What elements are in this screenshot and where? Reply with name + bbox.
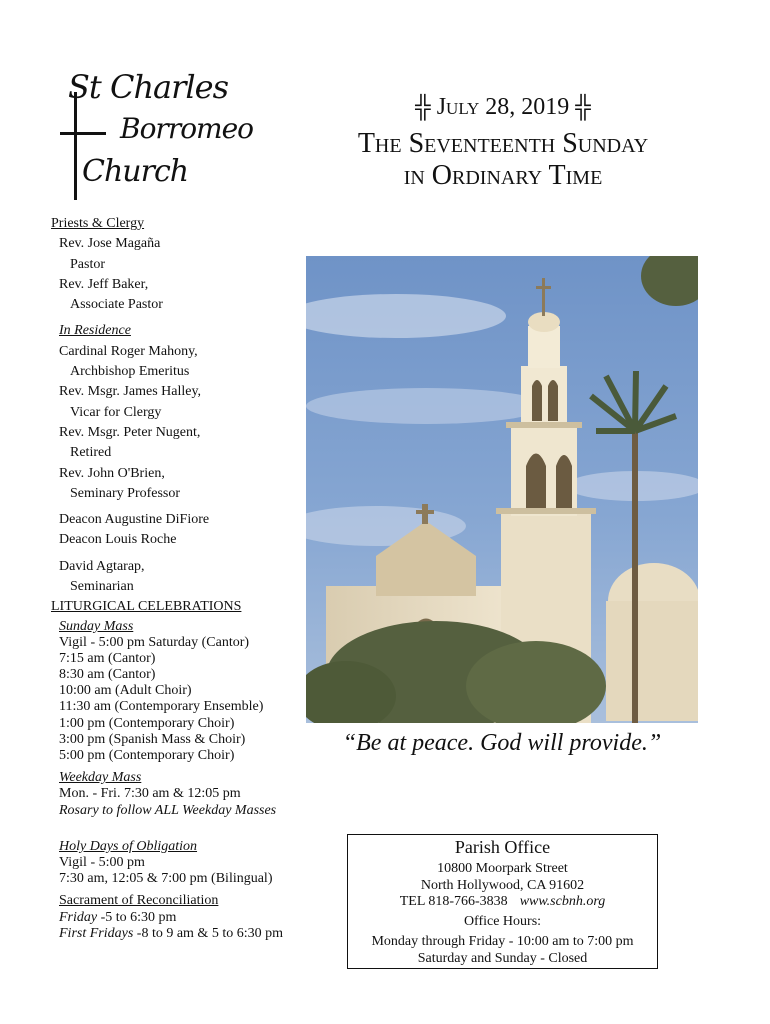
sunday-mass-heading: Sunday Mass xyxy=(59,618,134,634)
holy-days-time: 7:30 am, 12:05 & 7:00 pm (Bilingual) xyxy=(59,871,273,887)
deacon-name: Deacon Louis Roche xyxy=(59,532,177,548)
parish-office-box xyxy=(347,834,658,969)
reconciliation-friday xyxy=(51,910,331,926)
bulletin-date xyxy=(336,94,670,121)
logo-line-3: Church xyxy=(82,154,189,189)
sunday-mass-time: 10:00 am (Adult Choir) xyxy=(59,683,192,699)
reconciliation-first-fridays xyxy=(51,926,331,942)
liturgical-heading: LITURGICAL CELEBRATIONS xyxy=(51,599,242,615)
clergy-name: Rev. Msgr. Peter Nugent, xyxy=(59,424,201,440)
clergy-name: Cardinal Roger Mahony, xyxy=(59,343,198,359)
logo-cross-vertical xyxy=(74,92,77,200)
left-column xyxy=(51,214,331,942)
sunday-mass-time: 7:15 am (Cantor) xyxy=(59,650,156,666)
cross-icon: ╬ xyxy=(575,94,591,119)
sunday-mass-time: 11:30 am (Contemporary Ensemble) xyxy=(59,699,264,715)
title-line-2: in Ordinary Time xyxy=(403,160,603,191)
logo-line-1: St Charles xyxy=(68,68,229,106)
reconciliation-friday-label: Friday xyxy=(59,909,98,925)
reconciliation-ff-time: -8 to 9 am & 5 to 6:30 pm xyxy=(133,925,283,941)
church-photo xyxy=(306,256,698,723)
office-website-link[interactable]: www.scbnh.org xyxy=(519,894,606,910)
clergy-role: Vicar for Clergy xyxy=(70,404,162,420)
rosary-note: Rosary to follow ALL Weekday Masses xyxy=(59,802,277,818)
page-title xyxy=(320,128,686,192)
clergy-role: Archbishop Emeritus xyxy=(70,364,190,380)
weekday-mass-time: Mon. - Fri. 7:30 am & 12:05 pm xyxy=(59,786,241,802)
office-weekend-hours: Saturday and Sunday - Closed xyxy=(417,950,588,966)
sunday-mass-time: 5:00 pm (Contemporary Choir) xyxy=(59,748,235,764)
reconciliation-friday-time: -5 to 6:30 pm xyxy=(97,909,177,925)
sunday-mass-time: 3:00 pm (Spanish Mass & Choir) xyxy=(59,731,246,747)
office-street: 10800 Moorpark Street xyxy=(437,860,568,876)
office-weekday-hours: Monday through Friday - 10:00 am to 7:00 pm xyxy=(371,933,634,949)
logo-cross-horizontal xyxy=(60,132,106,135)
clergy-role: Seminary Professor xyxy=(70,485,181,501)
office-hours-heading: Office Hours: xyxy=(463,914,542,930)
sunday-mass-time: 8:30 am (Cantor) xyxy=(59,667,156,683)
reconciliation-heading: Sacrament of Reconciliation xyxy=(59,893,219,909)
title-line-1: The Seventeenth Sunday xyxy=(357,128,649,159)
clergy-name: Rev. Jeff Baker, xyxy=(59,276,149,292)
logo-line-2: Borromeo xyxy=(120,112,254,145)
office-heading: Parish Office xyxy=(454,837,551,857)
clergy-name: Rev. Jose Magaña xyxy=(59,236,161,252)
office-phone: TEL 818-766-3838 xyxy=(399,894,508,910)
clergy-name: Rev. Msgr. James Halley, xyxy=(59,384,202,400)
cross-icon: ╬ xyxy=(415,94,431,119)
seminarian-name: David Agtarap, xyxy=(59,558,145,574)
reconciliation-ff-label: First Fridays xyxy=(59,925,134,941)
date-text: July 28, 2019 xyxy=(436,94,570,120)
church-illustration xyxy=(306,256,698,723)
clergy-name: Rev. John O'Brien, xyxy=(59,465,165,481)
clergy-heading: Priests & Clergy xyxy=(51,216,145,231)
office-contact xyxy=(348,894,657,911)
seminarian-role: Seminarian xyxy=(70,579,134,595)
holy-days-heading: Holy Days of Obligation xyxy=(59,838,198,854)
clergy-role: Pastor xyxy=(70,256,105,272)
clergy-role: Associate Pastor xyxy=(70,297,163,313)
office-city: North Hollywood, CA 91602 xyxy=(420,877,585,893)
weekday-mass-heading: Weekday Mass xyxy=(59,770,142,786)
mass-schedule xyxy=(51,618,331,942)
deacon-name: Deacon Augustine DiFiore xyxy=(59,512,210,528)
church-logo xyxy=(60,62,254,202)
holy-days-time: Vigil - 5:00 pm xyxy=(59,855,145,871)
sunday-mass-time: Vigil - 5:00 pm Saturday (Cantor) xyxy=(59,634,250,650)
quote-text: “Be at peace. God will provide.” xyxy=(342,730,662,756)
clergy-role: Retired xyxy=(70,445,112,461)
residence-heading: In Residence xyxy=(59,323,131,339)
sunday-mass-time: 1:00 pm (Contemporary Choir) xyxy=(59,715,235,731)
